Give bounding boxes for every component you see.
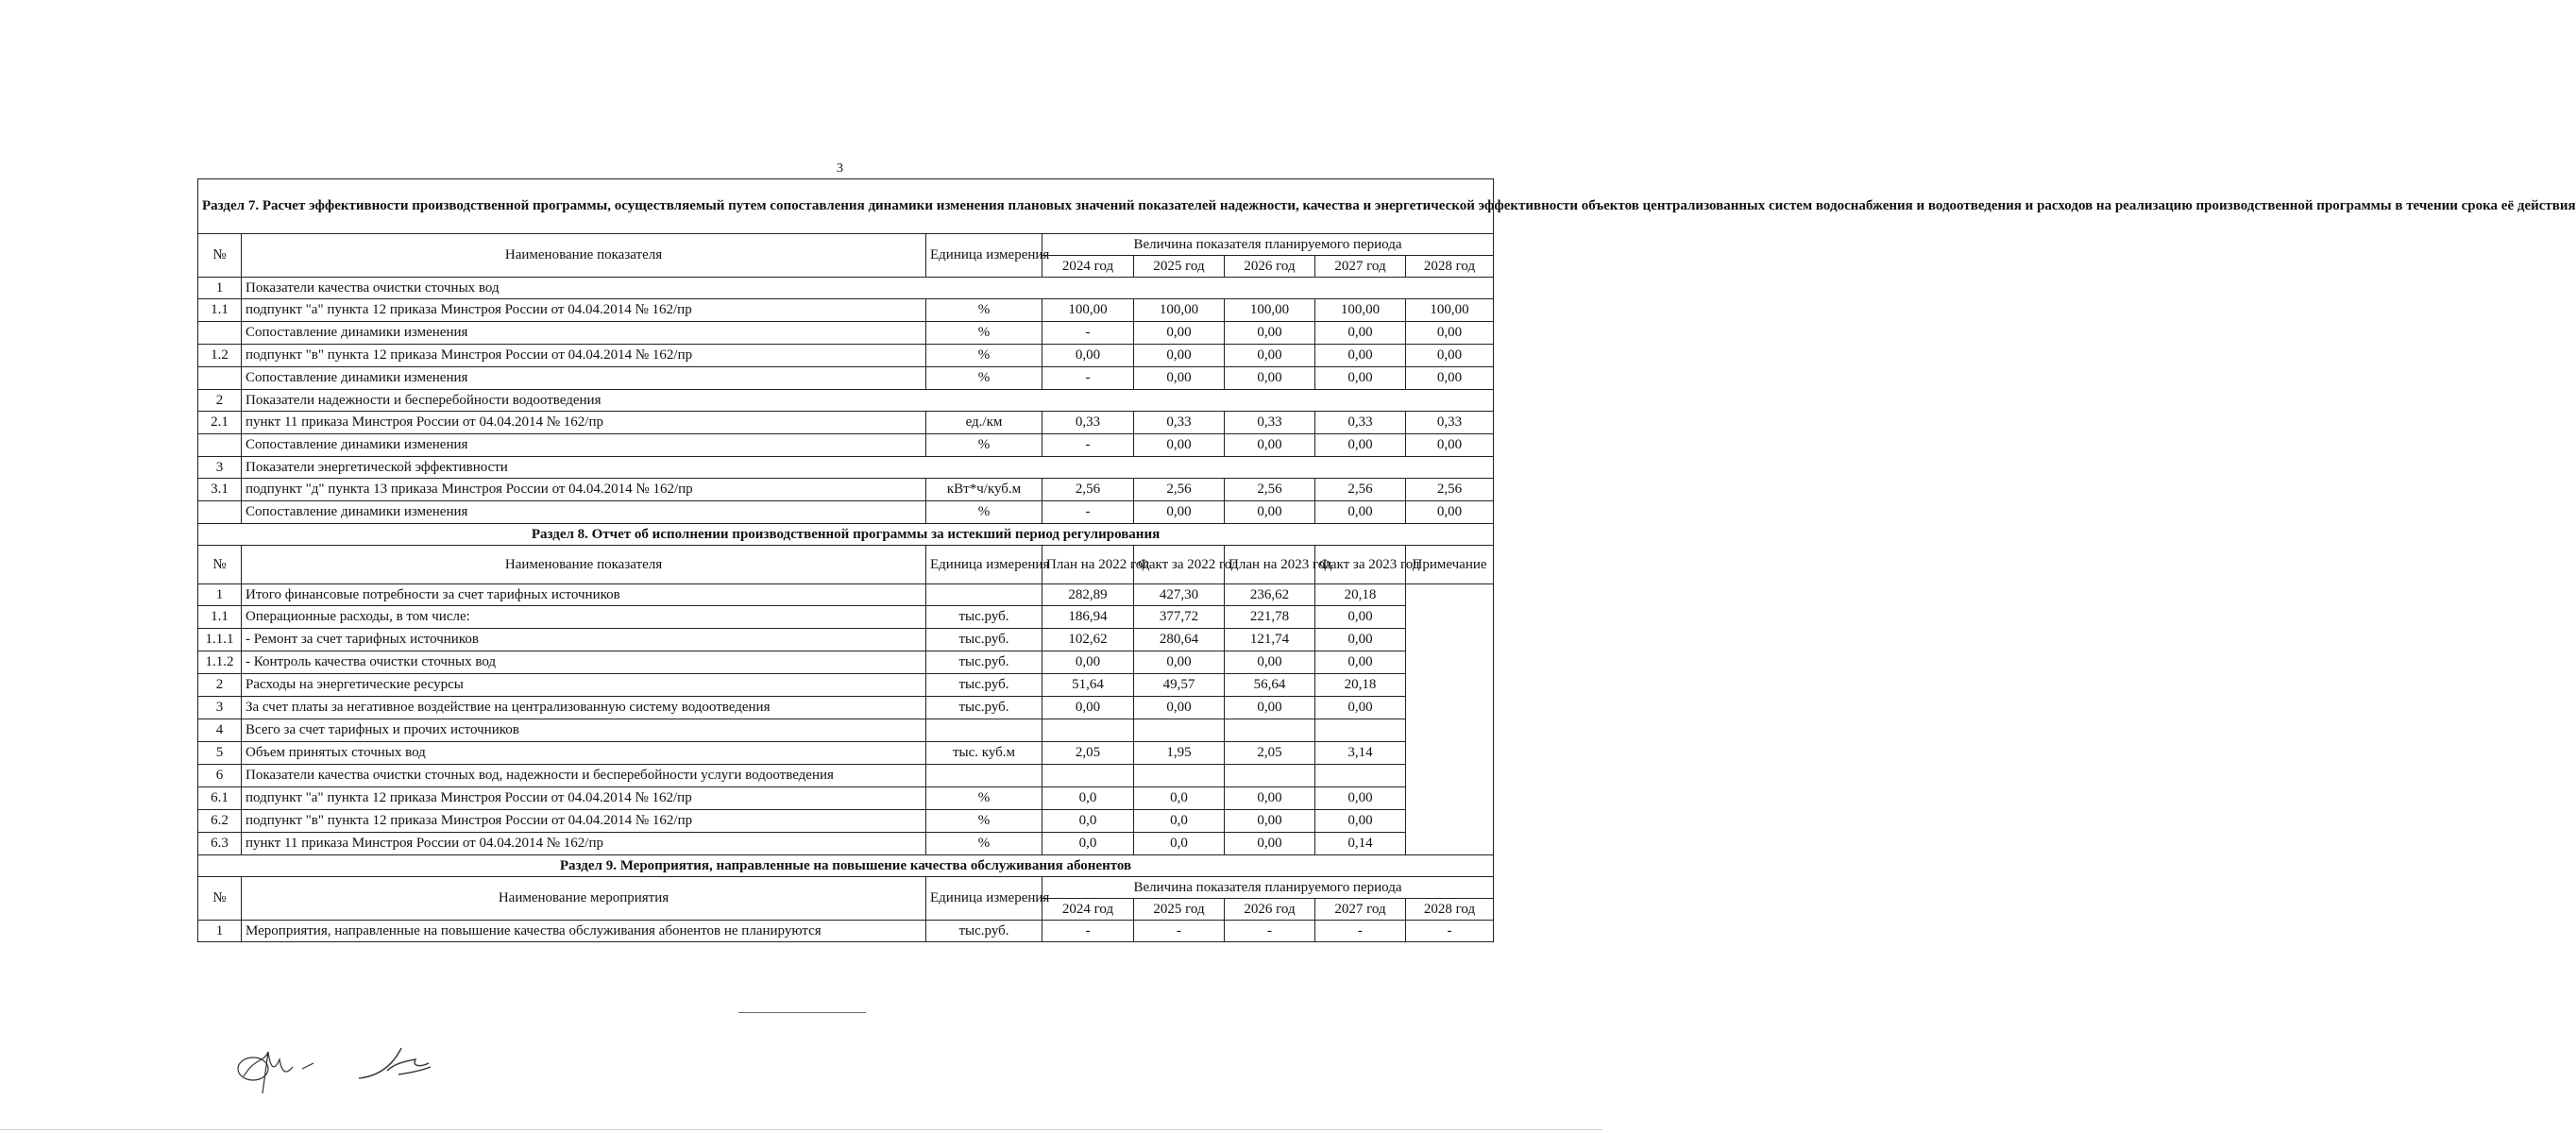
section8-title-row — [198, 524, 1494, 546]
column-header-year: 2026 год — [1225, 256, 1315, 278]
row-value: 0,00 — [1225, 322, 1315, 345]
row-value: 0,00 — [1134, 697, 1225, 719]
row-value: 0,00 — [1134, 322, 1225, 345]
row-unit: % — [926, 367, 1042, 390]
row-value: 0,00 — [1406, 501, 1494, 524]
row-number: 6 — [198, 765, 242, 787]
row-unit: % — [926, 501, 1042, 524]
row-value: 0,00 — [1315, 501, 1406, 524]
column-header-period: Величина показателя планируемого периода — [1042, 877, 1494, 899]
row-value: 2,56 — [1315, 479, 1406, 501]
row-number: 3.1 — [198, 479, 242, 501]
row-value: 377,72 — [1134, 606, 1225, 629]
row-unit: тыс.руб. — [926, 674, 1042, 697]
row-value: 100,00 — [1406, 299, 1494, 322]
row-value: 0,33 — [1134, 412, 1225, 434]
row-unit: тыс.руб. — [926, 651, 1042, 674]
column-header-num: № — [198, 546, 242, 584]
column-header-period: Величина показателя планируемого периода — [1042, 234, 1494, 256]
row-number — [198, 501, 242, 524]
table-row — [198, 278, 1494, 299]
row-unit: % — [926, 322, 1042, 345]
table-row — [198, 697, 1494, 719]
row-value: 0,33 — [1315, 412, 1406, 434]
row-value: 2,05 — [1225, 742, 1315, 765]
row-value: 0,00 — [1225, 501, 1315, 524]
row-number: 1.1.2 — [198, 651, 242, 674]
report-table-body — [198, 179, 2576, 942]
column-header-year: 2027 год — [1315, 256, 1406, 278]
footer-rule — [738, 1012, 866, 1013]
row-name: пункт 11 приказа Минстроя России от 04.04.2014 № 162/пр — [242, 412, 926, 434]
row-value: 0,33 — [1225, 412, 1315, 434]
table-row — [198, 434, 1494, 457]
row-value: 0,00 — [1406, 367, 1494, 390]
row-value: 0,00 — [1225, 367, 1315, 390]
row-unit — [926, 584, 1042, 606]
table-row — [198, 322, 1494, 345]
column-header-plan-2022: План на 2022 год — [1042, 546, 1134, 584]
row-value: - — [1042, 322, 1134, 345]
table-row — [198, 367, 1494, 390]
row-name: Сопоставление динамики изменения — [242, 434, 926, 457]
column-header-year: 2024 год — [1042, 899, 1134, 921]
row-value: 0,00 — [1406, 345, 1494, 367]
table-row — [198, 765, 1494, 787]
row-unit: % — [926, 434, 1042, 457]
row-value: 0,00 — [1315, 434, 1406, 457]
row-value: 0,00 — [1315, 367, 1406, 390]
row-value: 20,18 — [1315, 584, 1406, 606]
row-number: 2 — [198, 390, 242, 412]
row-value: 100,00 — [1225, 299, 1315, 322]
row-value: 0,00 — [1315, 345, 1406, 367]
column-header-year: 2025 год — [1134, 899, 1225, 921]
row-value: 0,00 — [1134, 501, 1225, 524]
table-row — [198, 629, 1494, 651]
row-value — [1225, 765, 1315, 787]
table-row — [198, 742, 1494, 765]
row-name: Сопоставление динамики изменения — [242, 367, 926, 390]
row-value: 0,00 — [1225, 810, 1315, 833]
row-value: 0,00 — [1225, 697, 1315, 719]
table-row — [198, 345, 1494, 367]
table-row — [198, 299, 1494, 322]
row-number: 3 — [198, 457, 242, 479]
column-header-year: 2028 год — [1406, 899, 1494, 921]
row-value — [1225, 719, 1315, 742]
row-value: 2,56 — [1042, 479, 1134, 501]
row-value: 0,00 — [1315, 697, 1406, 719]
row-value: 1,95 — [1134, 742, 1225, 765]
row-number: 2.1 — [198, 412, 242, 434]
row-value: 280,64 — [1134, 629, 1225, 651]
row-value: 100,00 — [1315, 299, 1406, 322]
row-name: Объем принятых сточных вод — [242, 742, 926, 765]
row-value: 0,00 — [1225, 787, 1315, 810]
table-row — [198, 501, 1494, 524]
section-9-title: Раздел 9. Мероприятия, направленные на повышение качества обслуживания абонентов — [198, 855, 1494, 877]
row-value: 186,94 — [1042, 606, 1134, 629]
column-header-name: Наименование показателя — [242, 234, 926, 278]
row-number — [198, 322, 242, 345]
row-value: 2,05 — [1042, 742, 1134, 765]
row-value: 0,00 — [1225, 434, 1315, 457]
row-number: 2 — [198, 674, 242, 697]
row-number: 1 — [198, 921, 242, 942]
row-value: 0,00 — [1134, 367, 1225, 390]
row-value: 0,00 — [1042, 651, 1134, 674]
table-row — [198, 584, 1494, 606]
column-header-num: № — [198, 234, 242, 278]
column-header-year: 2025 год — [1134, 256, 1225, 278]
row-value: 0,00 — [1042, 697, 1134, 719]
row-name: подпункт "а" пункта 12 приказа Минстроя России от 04.04.2014 № 162/пр — [242, 787, 926, 810]
row-value: 121,74 — [1225, 629, 1315, 651]
row-value: 102,62 — [1042, 629, 1134, 651]
row-value: 0,14 — [1315, 833, 1406, 855]
row-value: 0,00 — [1315, 629, 1406, 651]
column-header-fact-2022: Факт за 2022 год — [1134, 546, 1225, 584]
table-row — [198, 833, 1494, 855]
row-value: 0,00 — [1406, 434, 1494, 457]
signatures — [227, 1039, 472, 1114]
row-value: - — [1042, 367, 1134, 390]
table-row — [198, 787, 1494, 810]
row-value: 0,33 — [1042, 412, 1134, 434]
row-unit — [926, 719, 1042, 742]
row-unit: тыс.руб. — [926, 606, 1042, 629]
report-table — [197, 178, 2576, 942]
row-value: 2,56 — [1406, 479, 1494, 501]
row-number — [198, 434, 242, 457]
table-row — [198, 479, 1494, 501]
row-value: 0,0 — [1042, 833, 1134, 855]
table-row — [198, 921, 1494, 942]
row-unit: % — [926, 299, 1042, 322]
row-value: 0,0 — [1042, 787, 1134, 810]
section7-header-row — [198, 234, 1494, 256]
column-header-unit: Единица измерения — [926, 234, 1042, 278]
row-value: 0,0 — [1134, 833, 1225, 855]
note-cell — [1406, 584, 1494, 855]
column-header-fact-2023: Факт за 2023 год — [1315, 546, 1406, 584]
row-value — [1042, 765, 1134, 787]
row-name: подпункт "а" пункта 12 приказа Минстроя России от 04.04.2014 № 162/пр — [242, 299, 926, 322]
section8-header-row — [198, 546, 1494, 584]
row-value: 0,00 — [1315, 606, 1406, 629]
row-unit: кВт*ч/куб.м — [926, 479, 1042, 501]
column-header-note: Примечание — [1406, 546, 1494, 584]
row-value: 0,33 — [1406, 412, 1494, 434]
signature-2 — [359, 1048, 431, 1078]
row-value: 56,64 — [1225, 674, 1315, 697]
row-value: 20,18 — [1315, 674, 1406, 697]
column-header-year: 2026 год — [1225, 899, 1315, 921]
row-name: Показатели энергетической эффективности — [242, 457, 1494, 479]
row-name: - Ремонт за счет тарифных источников — [242, 629, 926, 651]
row-name: подпункт "в" пункта 12 приказа Минстроя России от 04.04.2014 № 162/пр — [242, 345, 926, 367]
row-value: 0,00 — [1225, 833, 1315, 855]
column-header-year: 2027 год — [1315, 899, 1406, 921]
row-value: 0,00 — [1315, 787, 1406, 810]
column-header-unit: Единица измерения — [926, 546, 1042, 584]
column-header-year: 2028 год — [1406, 256, 1494, 278]
table-row — [198, 651, 1494, 674]
page-number: 3 — [837, 161, 843, 176]
signature-1 — [238, 1052, 314, 1093]
row-name: Показатели надежности и бесперебойности водоотведения — [242, 390, 1494, 412]
section9-title-row — [198, 855, 1494, 877]
column-header-unit: Единица измерения — [926, 877, 1042, 921]
table-row — [198, 719, 1494, 742]
row-number: 1 — [198, 584, 242, 606]
row-number: 1 — [198, 278, 242, 299]
row-value: - — [1315, 921, 1406, 942]
row-number: 6.3 — [198, 833, 242, 855]
row-value: 2,56 — [1134, 479, 1225, 501]
row-unit: % — [926, 810, 1042, 833]
row-value: 236,62 — [1225, 584, 1315, 606]
row-value: 0,0 — [1134, 810, 1225, 833]
row-value: 0,00 — [1315, 322, 1406, 345]
row-value: 100,00 — [1134, 299, 1225, 322]
row-unit — [926, 765, 1042, 787]
row-value: 3,14 — [1315, 742, 1406, 765]
table-row — [198, 810, 1494, 833]
row-name: Операционные расходы, в том числе: — [242, 606, 926, 629]
row-number: 4 — [198, 719, 242, 742]
section9-header-row — [198, 877, 1494, 899]
row-unit: % — [926, 787, 1042, 810]
row-number: 1.1.1 — [198, 629, 242, 651]
row-value — [1042, 719, 1134, 742]
row-value: - — [1042, 921, 1134, 942]
row-name: - Контроль качества очистки сточных вод — [242, 651, 926, 674]
row-value: - — [1042, 501, 1134, 524]
row-value: 0,00 — [1315, 810, 1406, 833]
row-value: 0,00 — [1225, 345, 1315, 367]
row-value: 282,89 — [1042, 584, 1134, 606]
row-name: Итого финансовые потребности за счет тарифных источников — [242, 584, 926, 606]
row-unit: тыс.руб. — [926, 629, 1042, 651]
row-number: 1.1 — [198, 606, 242, 629]
row-unit: тыс.руб. — [926, 697, 1042, 719]
row-value — [1134, 719, 1225, 742]
row-value — [1315, 719, 1406, 742]
row-value: 100,00 — [1042, 299, 1134, 322]
row-value: - — [1225, 921, 1315, 942]
row-value: 0,00 — [1315, 651, 1406, 674]
row-value: - — [1042, 434, 1134, 457]
column-header-name: Наименование мероприятия — [242, 877, 926, 921]
row-value: - — [1134, 921, 1225, 942]
row-value: 0,00 — [1134, 651, 1225, 674]
row-name: Показатели качества очистки сточных вод — [242, 278, 1494, 299]
row-value: 51,64 — [1042, 674, 1134, 697]
column-header-plan-2023: План на 2023 год — [1225, 546, 1315, 584]
row-unit: тыс. куб.м — [926, 742, 1042, 765]
section-7-title: Раздел 7. Расчет эффективности производственной программы, осуществляемый путем сопоставления динамики изменения плановых значений показателей надежности, качества и энергетической эффективности объектов централизованных систем водоснабжения и водоотведения и расходов на реализацию производственной программы в течении срока её действия — [198, 179, 1494, 234]
row-value — [1315, 765, 1406, 787]
row-number: 3 — [198, 697, 242, 719]
row-number — [198, 367, 242, 390]
row-number: 6.2 — [198, 810, 242, 833]
table-row — [198, 606, 1494, 629]
row-unit: % — [926, 833, 1042, 855]
row-value: 0,00 — [1134, 345, 1225, 367]
row-value: 0,00 — [1225, 651, 1315, 674]
row-value — [1134, 765, 1225, 787]
scan-edge-line — [0, 1129, 1602, 1130]
table-row — [198, 390, 1494, 412]
row-name: Сопоставление динамики изменения — [242, 501, 926, 524]
row-number: 6.1 — [198, 787, 242, 810]
row-number: 1.2 — [198, 345, 242, 367]
row-number: 5 — [198, 742, 242, 765]
table-row — [198, 457, 1494, 479]
row-value: 0,00 — [1406, 322, 1494, 345]
column-header-num: № — [198, 877, 242, 921]
row-name: Расходы на энергетические ресурсы — [242, 674, 926, 697]
table-row — [198, 674, 1494, 697]
row-value: 0,00 — [1042, 345, 1134, 367]
row-number: 1.1 — [198, 299, 242, 322]
row-unit: % — [926, 345, 1042, 367]
section7-title-row — [198, 179, 1494, 234]
column-header-year: 2024 год — [1042, 256, 1134, 278]
row-value: 2,56 — [1225, 479, 1315, 501]
row-name: Мероприятия, направленные на повышение качества обслуживания абонентов не планируются — [242, 921, 926, 942]
table-row — [198, 412, 1494, 434]
row-value: 49,57 — [1134, 674, 1225, 697]
row-value: 0,0 — [1042, 810, 1134, 833]
row-value: 0,00 — [1134, 434, 1225, 457]
row-name: Всего за счет тарифных и прочих источников — [242, 719, 926, 742]
row-name: подпункт "д" пункта 13 приказа Минстроя России от 04.04.2014 № 162/пр — [242, 479, 926, 501]
section-8-title: Раздел 8. Отчет об исполнении производственной программы за истекший период регулирования — [198, 524, 1494, 546]
row-name: подпункт "в" пункта 12 приказа Минстроя России от 04.04.2014 № 162/пр — [242, 810, 926, 833]
row-name: За счет платы за негативное воздействие на централизованную систему водоотведения — [242, 697, 926, 719]
row-value: 427,30 — [1134, 584, 1225, 606]
row-value: 221,78 — [1225, 606, 1315, 629]
row-value: - — [1406, 921, 1494, 942]
row-name: Показатели качества очистки сточных вод, надежности и бесперебойности услуги водоотведения — [242, 765, 926, 787]
row-name: Сопоставление динамики изменения — [242, 322, 926, 345]
row-name: пункт 11 приказа Минстроя России от 04.04.2014 № 162/пр — [242, 833, 926, 855]
row-unit: ед./км — [926, 412, 1042, 434]
column-header-name: Наименование показателя — [242, 546, 926, 584]
row-unit: тыс.руб. — [926, 921, 1042, 942]
row-value: 0,0 — [1134, 787, 1225, 810]
